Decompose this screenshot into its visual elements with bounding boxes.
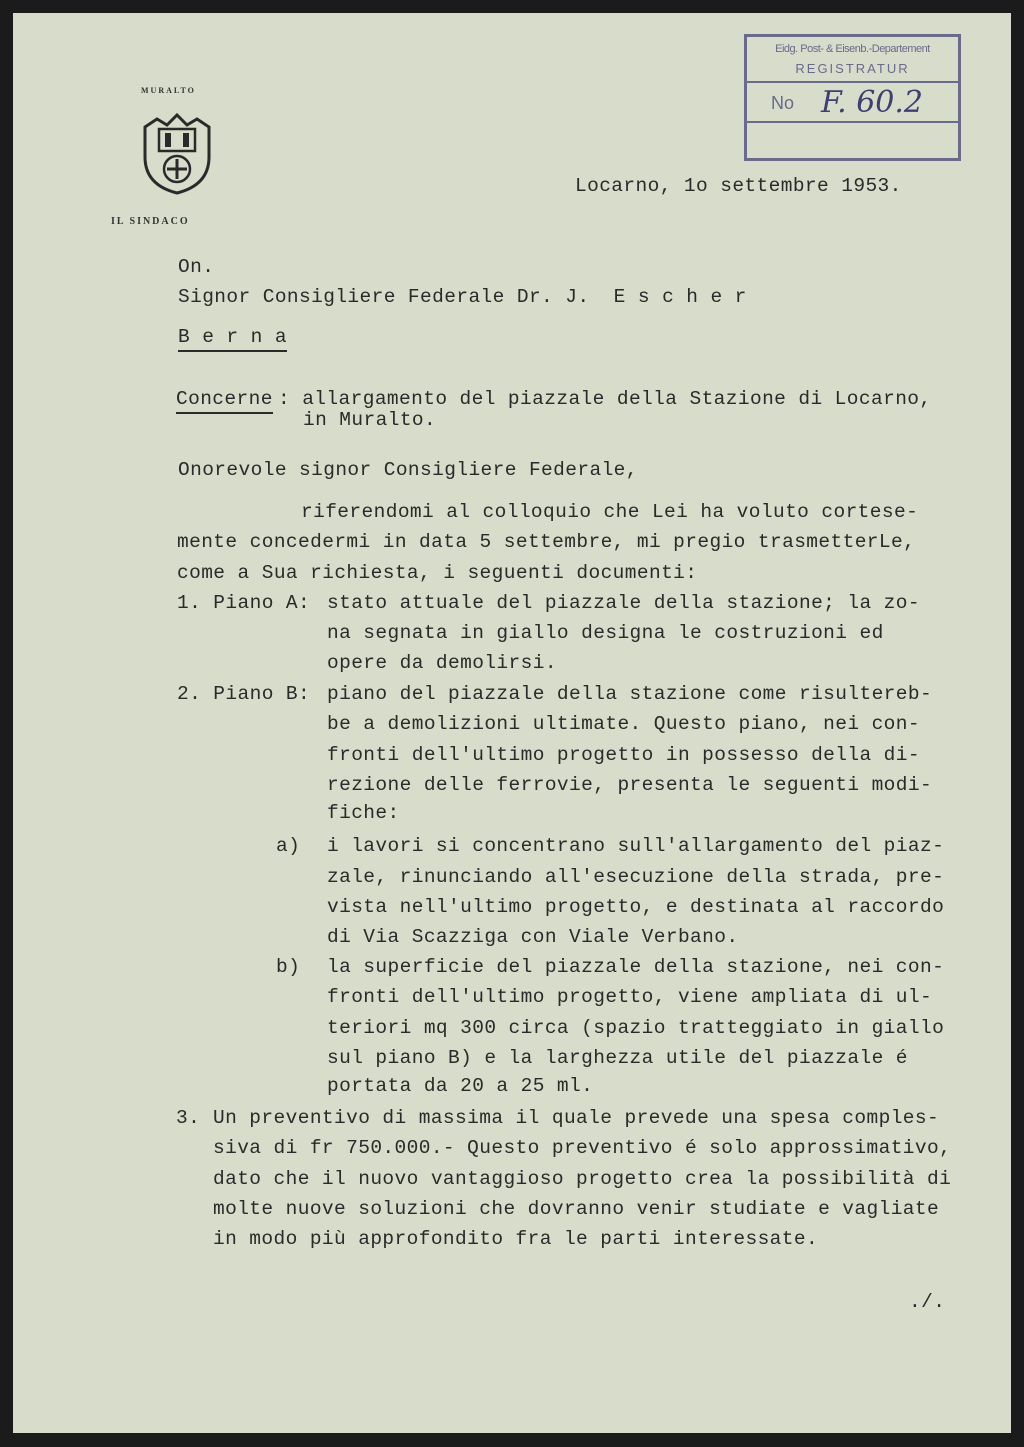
coat-of-arms-icon	[137, 105, 217, 197]
item2a-line: vista nell'ultimo progetto, e destinata al raccordo	[327, 896, 945, 918]
salutation: Onorevole signor Consigliere Federale,	[178, 459, 638, 481]
recipient-city: B e r n a	[178, 328, 287, 352]
item3-line: siva di fr 750.000.- Questo preventivo é solo approssimativo,	[213, 1137, 952, 1159]
item2a-line: i lavori si concentrano sull'allargamento del piaz-	[327, 835, 945, 857]
stamp-department: Eidg. Post- & Eisenb.-Departement	[775, 43, 930, 55]
continuation-mark: ./.	[909, 1291, 946, 1313]
item2a-label: a)	[276, 835, 301, 857]
recipient-honorific: On.	[178, 256, 215, 278]
item3-line: molte nuove soluzioni che dovranno venir studiate e vagliate	[213, 1198, 940, 1220]
item2b-line: sul piano B) e la larghezza utile del piazzale é	[327, 1047, 908, 1069]
item3-line: dato che il nuovo vantaggioso progetto crea la possibilità di	[213, 1168, 952, 1190]
item2a-line: zale, rinunciando all'esecuzione della strada, pre-	[327, 866, 945, 888]
item2-line: piano del piazzale della stazione come risultereb-	[327, 683, 933, 705]
item2-line: be a demolizioni ultimate. Questo piano, nei con-	[327, 713, 920, 735]
item2-line: fiche:	[327, 802, 400, 824]
stamp-number-prefix: No	[771, 93, 795, 113]
subject-label: Concerne	[176, 390, 273, 414]
item1-line: opere da demolirsi.	[327, 652, 557, 674]
letterhead-municipality: MURALTO	[141, 86, 196, 95]
stamp-divider	[747, 121, 958, 123]
intro-line: riferendomi al colloquio che Lei ha voluto cortese-	[301, 501, 919, 523]
registry-stamp	[744, 34, 961, 161]
item3-line: in modo più approfondito fra le parti interessate.	[213, 1228, 819, 1250]
letterhead-office: IL SINDACO	[111, 216, 190, 227]
date-line: Locarno, 1o settembre 1953.	[575, 175, 902, 197]
stamp-number-value: F. 60.2	[821, 85, 924, 120]
item1-line: stato attuale del piazzale della stazione; la zo-	[327, 592, 920, 614]
item2-line: rezione delle ferrovie, presenta le seguenti modi-	[327, 774, 933, 796]
item2b-label: b)	[276, 956, 301, 978]
item2-label: 2. Piano B:	[177, 683, 311, 705]
subject-line: : allargamento del piazzale della Stazione di Locarno,	[278, 388, 932, 410]
item1-line: na segnata in giallo designa le costruzioni ed	[327, 622, 884, 644]
item2b-line: portata da 20 a 25 ml.	[327, 1075, 594, 1097]
item1-label: 1. Piano A:	[177, 592, 311, 614]
item2b-line: la superficie del piazzale della stazione, nei con-	[327, 956, 945, 978]
intro-line: come a Sua richiesta, i seguenti documenti:	[177, 562, 698, 584]
subject-line: in Muralto.	[303, 409, 437, 431]
stamp-divider	[747, 81, 958, 83]
recipient-name: Signor Consigliere Federale Dr. J. E s c h e r	[178, 286, 747, 308]
item3-line: Un preventivo di massima il quale prevede una spesa comples-	[213, 1107, 940, 1129]
item2-line: fronti dell'ultimo progetto in possesso della di-	[327, 744, 920, 766]
item3-label: 3.	[176, 1107, 201, 1129]
item2b-line: fronti dell'ultimo progetto, viene ampliata di ul-	[327, 986, 933, 1008]
item2b-line: teriori mq 300 circa (spazio tratteggiato in giallo	[327, 1017, 945, 1039]
item2a-line: di Via Scazziga con Viale Verbano.	[327, 926, 739, 948]
letter-page	[13, 13, 1011, 1433]
intro-line: mente concedermi in data 5 settembre, mi pregio trasmetterLe,	[177, 531, 916, 553]
stamp-registratur: REGISTRATUR	[795, 61, 910, 76]
